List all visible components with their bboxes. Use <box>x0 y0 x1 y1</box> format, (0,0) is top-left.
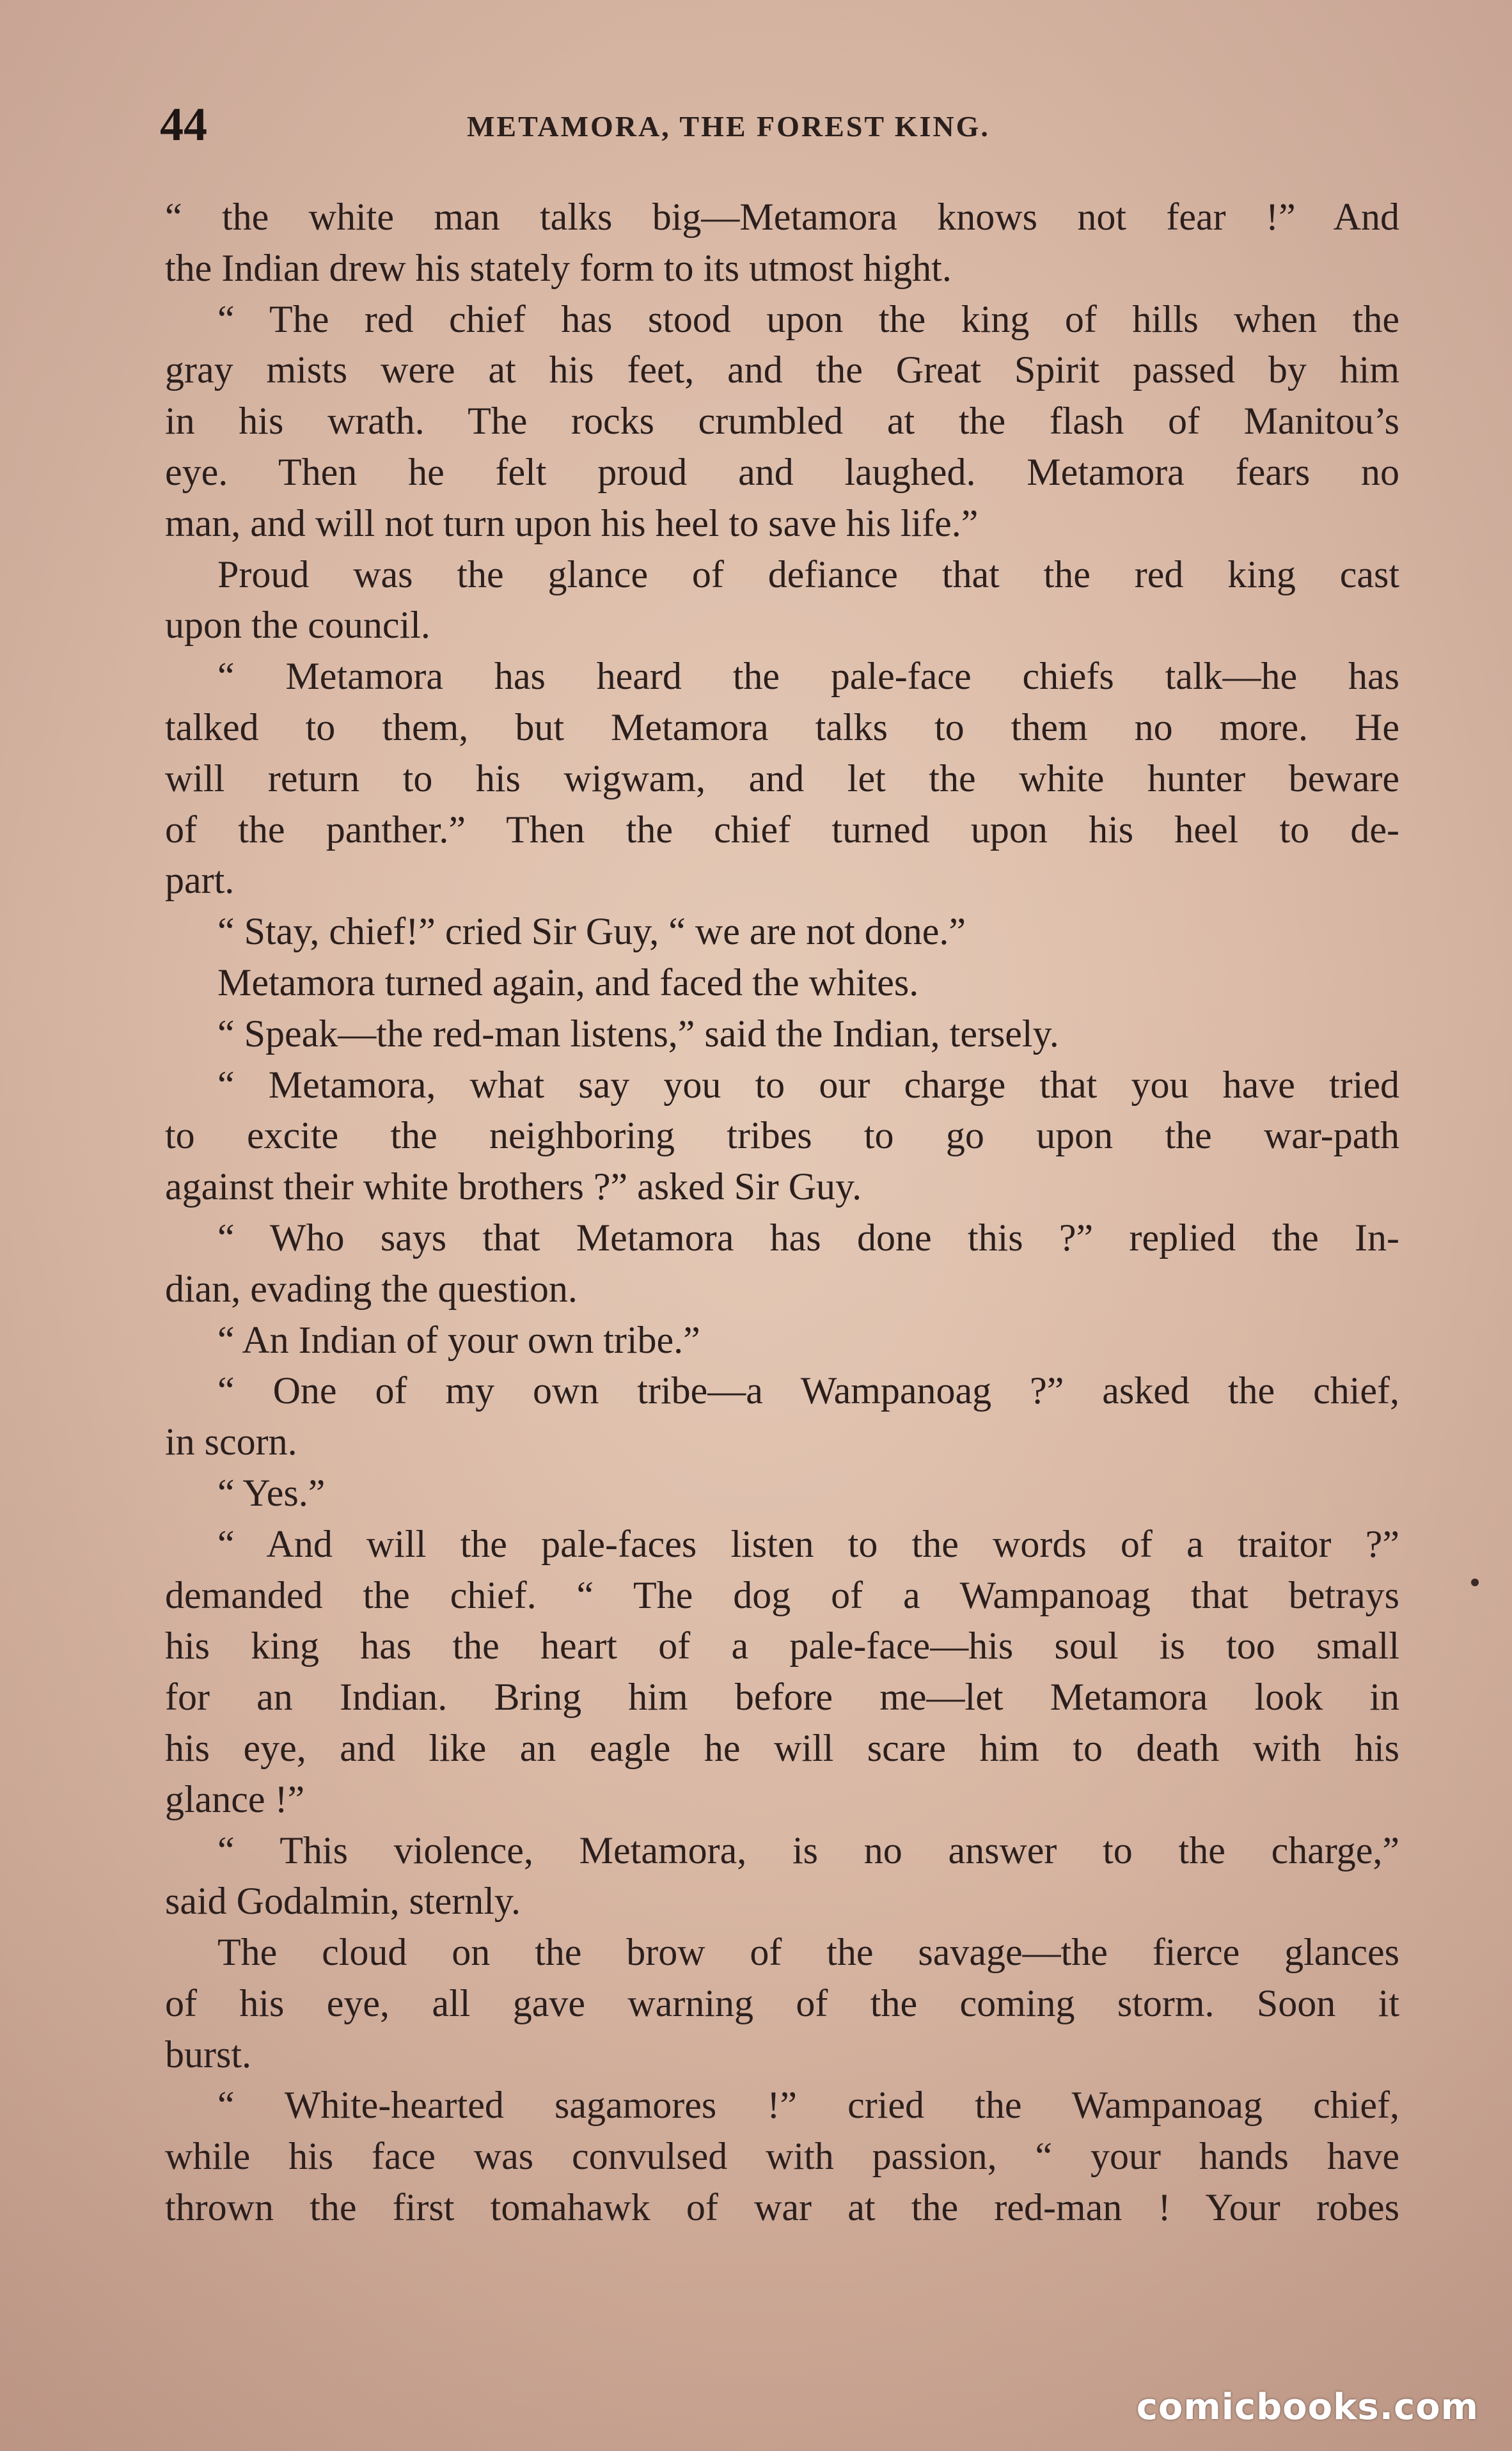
text-line: talked to them, but Metamora talks to them no more. He <box>165 705 1399 748</box>
text-line: thrown the first tomahawk of war at the red-man ! Your robes <box>165 2186 1399 2229</box>
text-line: dian, evading the question. <box>165 1267 578 1310</box>
text-line: “ This violence, Metamora, is no answer to the charge,” <box>217 1829 1399 1872</box>
running-head: METAMORA, THE FOREST KING. <box>467 110 990 143</box>
text-line: “ Metamora, what say you to our charge that you have tried <box>217 1063 1399 1106</box>
text-line: the Indian drew his stately form to its utmost hight. <box>165 246 952 289</box>
text-line: part. <box>165 859 235 902</box>
text-line: burst. <box>165 2033 251 2076</box>
text-line: in scorn. <box>165 1421 297 1463</box>
page-header <box>160 96 1401 154</box>
text-line: “ One of my own tribe—a Wampanoag ?” asked the chief, <box>217 1369 1399 1412</box>
text-line: glance !” <box>165 1777 305 1820</box>
text-line: The cloud on the brow of the savage—the fierce glances <box>217 1931 1399 1974</box>
text-line: “ The red chief has stood upon the king of hills when the <box>217 297 1399 340</box>
text-line: “ the white man talks big—Metamora knows not fear !” And <box>165 196 1399 238</box>
text-line: his king has the heart of a pale-face—his soul is too small <box>165 1625 1399 1667</box>
page-number: 44 <box>160 99 207 151</box>
text-line: man, and will not turn upon his heel to save his life.” <box>165 501 979 544</box>
text-line: for an Indian. Bring him before me—let Metamora look in <box>165 1676 1399 1719</box>
text-line: “ Speak—the red-man listens,” said the Indian, tersely. <box>217 1012 1059 1055</box>
text-line: “ White-hearted sagamores !” cried the Wampanoag chief, <box>217 2084 1399 2127</box>
text-line: will return to his wigwam, and let the white hunter beware <box>165 757 1399 800</box>
text-line: gray mists were at his feet, and the Great Spirit passed by him <box>165 349 1399 391</box>
text-line: Metamora turned again, and faced the whites. <box>217 961 919 1004</box>
ink-speck <box>1471 1579 1479 1586</box>
text-line: “ Stay, chief!” cried Sir Guy, “ we are not done.” <box>217 910 966 953</box>
text-line: of the panther.” Then the chief turned upon his heel to de- <box>165 808 1399 851</box>
text-line: while his face was convulsed with passion, “ your hands have <box>165 2135 1399 2178</box>
text-line: upon the council. <box>165 604 430 647</box>
text-line: “ Yes.” <box>217 1471 326 1514</box>
text-line: his eye, and like an eagle he will scare him to death with his <box>165 1726 1399 1769</box>
text-line: demanded the chief. “ The dog of a Wampanoag that betrays <box>165 1573 1399 1616</box>
text-line: of his eye, all gave warning of the coming storm. Soon it <box>165 1982 1399 2024</box>
text-line: “ An Indian of your own tribe.” <box>217 1318 700 1361</box>
text-line: eye. Then he felt proud and laughed. Metamora fears no <box>165 450 1399 493</box>
watermark: comicbooks.com <box>1136 2386 1479 2428</box>
text-line: to excite the neighboring tribes to go upon the war-path <box>165 1114 1399 1157</box>
body-text <box>165 192 1399 2234</box>
text-line: “ Who says that Metamora has done this ?” replied the In- <box>217 1216 1399 1259</box>
text-line: said Godalmin, sternly. <box>165 1880 521 1923</box>
text-line: in his wrath. The rocks crumbled at the flash of Manitou’s <box>165 400 1399 443</box>
text-line: Proud was the glance of defiance that the red king cast <box>217 553 1399 595</box>
text-line: “ And will the pale-faces listen to the words of a traitor ?” <box>217 1522 1399 1565</box>
text-line: against their white brothers ?” asked Sir Guy. <box>165 1165 862 1208</box>
text-line: “ Metamora has heard the pale-face chiefs talk—he has <box>217 655 1399 698</box>
